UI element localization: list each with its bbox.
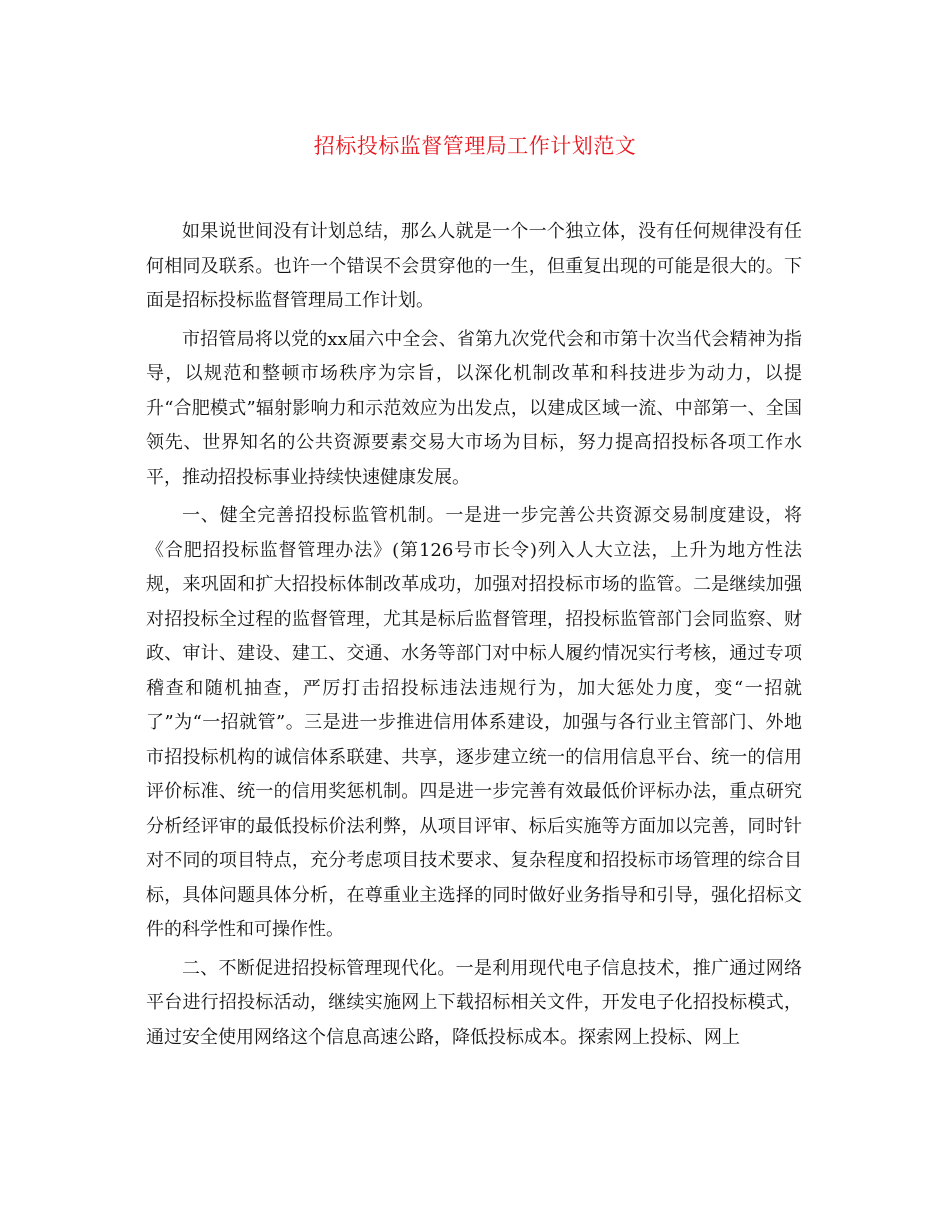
paragraph-intro: 如果说世间没有计划总结，那么人就是一个一个独立体，没有任何规律没有任何相同及联系。也许一个错误不会贯穿他的一生，但重复出现的可能是很大的。下面是招标投标监督管理局工作计划。 [146, 221, 802, 311]
paragraph-guideline: 市招管局将以党的xx届六中全会、省第九次党代会和市第十次当代会精神为指导，以规范和整顿市场秩序为宗旨，以深化机制改革和科技进步为动力，以提升“合肥模式”辐射影响力和示范效应为出发点，以建成区域一流、中部第一、全国领先、世界知名的公共资源要素交易大市场为目标，努力提高招投标各项工作水平，推动招投标事业持续快速健康发展。 [146, 328, 802, 488]
document-title: 招标投标监督管理局工作计划范文 [313, 134, 637, 158]
paragraph-section-one: 一、健全完善招投标监管机制。一是进一步完善公共资源交易制度建设，将《合肥招投标监督管理办法》(第126号市长令)列入人大立法，上升为地方性法规，来巩固和扩大招投标体制改革成功，加强对招投标市场的监管。二是继续加强对招投标全过程的监督管理，尤其是标后监督管理，招投标监管部门会同监察、财政、审计、建设、建工、交通、水务等部门对中标人履约情况实行考核，通过专项稽查和随机抽查，严厉打击招投标违法违规行为，加大惩处力度，变“一招就了”为“一招就管”。三是进一步推进信用体系建设，加强与各行业主管部门、外地市招投标机构的诚信体系联建、共享，逐步建立统一的信用信息平台、统一的信用评价标准、统一的信用奖惩机制。四是进一步完善有效最低价评标办法，重点研究分析经评审的最低投标价法利弊，从项目评审、标后实施等方面加以完善，同时针对不同的项目特点，充分考虑项目技术要求、复杂程度和招投标市场管理的综合目标，具体问题具体分析，在尊重业主选择的同时做好业务指导和引导，强化招标文件的科学性和可操作性。 [146, 505, 802, 940]
paragraph-section-two: 二、不断促进招投标管理现代化。一是利用现代电子信息技术，推广通过网络平台进行招投标活动，继续实施网上下载招标相关文件，开发电子化招投标模式，通过安全使用网络这个信息高速公路，降低投标成本。探索网上投标、网上 [146, 957, 802, 1048]
document-body [146, 215, 802, 1059]
